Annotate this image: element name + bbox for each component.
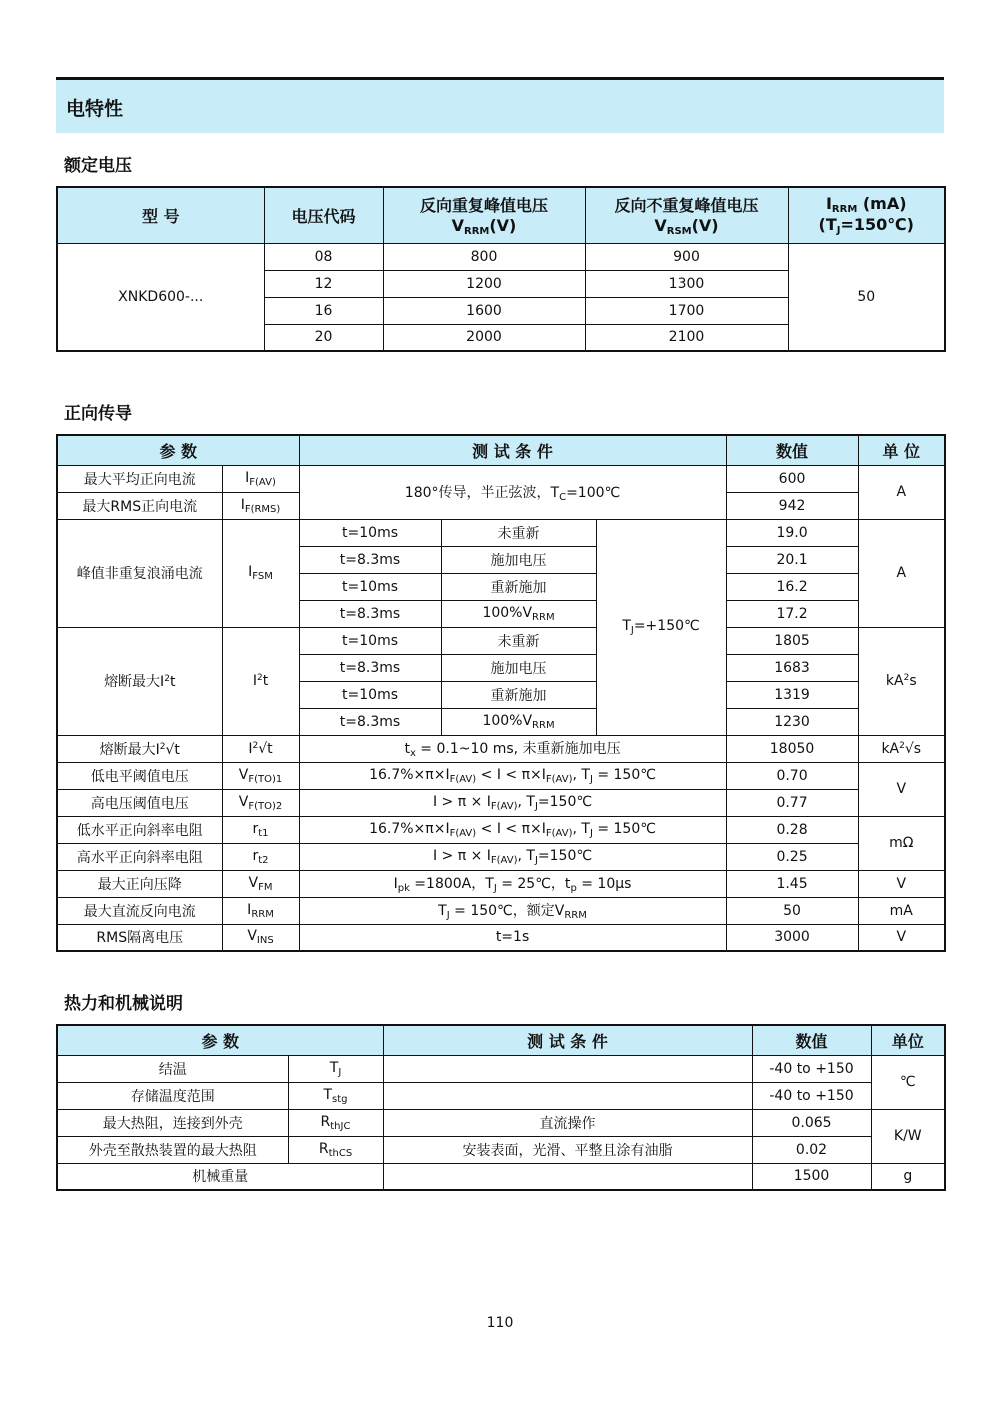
param-name: 熔断最大$I^2t$	[57, 627, 222, 735]
mode-condition: $100\%V_{RRM}$	[441, 708, 596, 735]
vrrm-cell: 800	[383, 243, 585, 270]
param-value: 0.77	[726, 789, 858, 816]
param-value: 942	[726, 492, 858, 519]
code-cell: 12	[264, 270, 383, 297]
header-vrsm-unit: (V)	[691, 216, 719, 236]
param-value: 16.2	[726, 573, 858, 600]
param-symbol: $T_{stg}$	[288, 1082, 383, 1109]
param-unit: A	[858, 519, 945, 627]
param-value: -40 to +150	[752, 1055, 871, 1082]
header-vrrm-line1: 反向重复峰值电压	[419, 196, 548, 216]
test-condition: 180°传导，半正弦波，$T_C=100℃$	[299, 465, 726, 519]
test-condition: $I > \pi \times I_{F(AV)}$, $T_J=150℃$	[299, 789, 726, 816]
tj-condition: $T_J=+150℃$	[596, 519, 726, 735]
test-condition: $I > \pi \times I_{F(AV)}$, $T_J=150℃$	[299, 843, 726, 870]
header-vrrm	[383, 187, 585, 243]
param-symbol: $I_{RRM}$	[222, 897, 299, 924]
mode-condition: 施加电压	[441, 654, 596, 681]
time-condition: t=8.3ms	[299, 708, 441, 735]
time-condition: t=10ms	[299, 627, 441, 654]
header-irrm-tj-a: (T	[818, 215, 837, 235]
time-condition: t=10ms	[299, 573, 441, 600]
param-value: 0.25	[726, 843, 858, 870]
param-name: RMS隔离电压	[57, 924, 222, 951]
param-value: 19.0	[726, 519, 858, 546]
param-value: 1500	[752, 1163, 871, 1190]
param-value: 18050	[726, 735, 858, 762]
param-value: 50	[726, 897, 858, 924]
test-condition: $I_{pk} =1800A$，$T_J$ = 25℃，$t_p = 10\mu s$	[299, 870, 726, 897]
param-name: 最大RMS正向电流	[57, 492, 222, 519]
test-condition: $t_x$ = 0.1~10 ms, 未重新施加电压	[299, 735, 726, 762]
param-name: 外壳至散热装置的最大热阻	[57, 1136, 288, 1163]
param-name: 机械重量	[57, 1163, 383, 1190]
model-cell: XNKD600-...	[57, 243, 264, 351]
param-unit: $kA^2√s$	[858, 735, 945, 762]
page-number: 110	[486, 1315, 514, 1331]
header-irrm-symbol: I	[825, 194, 832, 214]
param-value: -40 to +150	[752, 1082, 871, 1109]
header-model: 型 号	[57, 187, 264, 243]
time-condition: t=10ms	[299, 681, 441, 708]
vrrm-cell: 2000	[383, 324, 585, 351]
test-condition: 直流操作	[383, 1109, 752, 1136]
param-value: 1.45	[726, 870, 858, 897]
param-name: 低电平阈值电压	[57, 762, 222, 789]
param-value: 20.1	[726, 546, 858, 573]
time-condition: t=8.3ms	[299, 654, 441, 681]
header-vrsm-symbol: V	[654, 216, 667, 236]
header-condition: 测 试 条 件	[383, 1025, 752, 1055]
mode-condition: 未重新	[441, 627, 596, 654]
param-symbol: $V_{F(TO)1}$	[222, 762, 299, 789]
param-symbol: $R_{thCS}$	[288, 1136, 383, 1163]
param-unit: mA	[858, 897, 945, 924]
header-vrsm	[585, 187, 788, 243]
param-unit: mΩ	[858, 816, 945, 870]
param-name: 存储温度范围	[57, 1082, 288, 1109]
code-cell: 16	[264, 297, 383, 324]
time-condition: t=10ms	[299, 519, 441, 546]
param-unit: V	[858, 762, 945, 816]
param-value: 1805	[726, 627, 858, 654]
param-symbol: $I_{F(AV)}$	[222, 465, 299, 492]
section-header-bar	[56, 80, 944, 133]
param-value: 17.2	[726, 600, 858, 627]
header-vrsm-sub: RSM	[666, 226, 692, 238]
param-name: 高水平正向斜率电阻	[57, 843, 222, 870]
param-symbol: $T_J$	[288, 1055, 383, 1082]
vrsm-cell: 1700	[585, 297, 788, 324]
header-vrrm-unit: (V)	[489, 216, 517, 236]
param-value: 1230	[726, 708, 858, 735]
header-irrm	[788, 187, 945, 243]
vrrm-cell: 1200	[383, 270, 585, 297]
param-unit: V	[858, 924, 945, 951]
param-value: 0.28	[726, 816, 858, 843]
param-symbol: $V_{F(TO)2}$	[222, 789, 299, 816]
param-name: 峰值非重复浪涌电流	[57, 519, 222, 627]
test-condition: 安装表面，光滑、平整且涂有油脂	[383, 1136, 752, 1163]
mode-condition: 重新施加	[441, 573, 596, 600]
forward-table	[56, 434, 946, 952]
time-condition: t=8.3ms	[299, 546, 441, 573]
param-symbol: $I^2√t$	[222, 735, 299, 762]
thermal-table	[56, 1024, 946, 1191]
param-name: 最大平均正向电流	[57, 465, 222, 492]
header-irrm-sub: RRM	[831, 204, 858, 216]
param-unit: g	[871, 1163, 945, 1190]
param-name: 高电压阈值电压	[57, 789, 222, 816]
header-unit: 单 位	[858, 435, 945, 465]
vrsm-cell: 1300	[585, 270, 788, 297]
param-value: 600	[726, 465, 858, 492]
header-param: 参 数	[57, 435, 299, 465]
code-cell: 20	[264, 324, 383, 351]
header-value: 数值	[726, 435, 858, 465]
param-symbol: $I_{FSM}$	[222, 519, 299, 627]
param-name: 结温	[57, 1055, 288, 1082]
header-irrm-unit: (mA)	[857, 194, 907, 214]
rated-voltage-heading: 额定电压	[64, 156, 132, 176]
param-unit: V	[858, 870, 945, 897]
header-vrsm-line1: 反向不重复峰值电压	[614, 196, 759, 216]
param-symbol: $r_{t2}$	[222, 843, 299, 870]
header-vrrm-sub: RRM	[464, 226, 490, 238]
header-condition: 测 试 条 件	[299, 435, 726, 465]
param-name: 最大热阻，连接到外壳	[57, 1109, 288, 1136]
rated-voltage-table	[56, 186, 946, 352]
param-unit: ℃	[871, 1055, 945, 1109]
header-unit: 单位	[871, 1025, 945, 1055]
header-value: 数值	[752, 1025, 871, 1055]
forward-heading: 正向传导	[64, 404, 132, 424]
param-name: 最大直流反向电流	[57, 897, 222, 924]
param-unit: $kA^2s$	[858, 627, 945, 735]
param-name: 低水平正向斜率电阻	[57, 816, 222, 843]
time-condition: t=8.3ms	[299, 600, 441, 627]
header-param: 参 数	[57, 1025, 383, 1055]
test-condition	[383, 1055, 752, 1082]
header-voltage-code: 电压代码	[264, 187, 383, 243]
param-name: 最大正向压降	[57, 870, 222, 897]
header-vrrm-symbol: V	[451, 216, 464, 236]
header-irrm-tj-b: =150℃)	[840, 215, 914, 235]
param-symbol: $V_{INS}$	[222, 924, 299, 951]
test-condition: $16.7\%\times\pi\times I_{F(AV)} < I < \pi\times I_{F(AV)}$, $T_J$ = 150℃	[299, 762, 726, 789]
mode-condition: 重新施加	[441, 681, 596, 708]
param-unit: A	[858, 465, 945, 519]
param-symbol: $V_{FM}$	[222, 870, 299, 897]
param-value: 1319	[726, 681, 858, 708]
param-value: 3000	[726, 924, 858, 951]
test-condition: $T_J$ = 150℃，额定$V_{RRM}$	[299, 897, 726, 924]
mode-condition: $100\%V_{RRM}$	[441, 600, 596, 627]
param-symbol: $I^2t$	[222, 627, 299, 735]
param-symbol: $I_{F(RMS)}$	[222, 492, 299, 519]
header-irrm-tj-sub: J	[836, 225, 841, 237]
section-title: 电特性	[66, 98, 124, 120]
param-value: 1683	[726, 654, 858, 681]
vrsm-cell: 900	[585, 243, 788, 270]
test-condition: $16.7\%\times\pi\times I_{F(AV)} < I < \pi\times I_{F(AV)}$, $T_J$ = 150℃	[299, 816, 726, 843]
vrsm-cell: 2100	[585, 324, 788, 351]
param-value: 0.70	[726, 762, 858, 789]
thermal-heading: 热力和机械说明	[64, 994, 183, 1014]
param-symbol: $r_{t1}$	[222, 816, 299, 843]
test-condition	[383, 1163, 752, 1190]
param-symbol: $R_{thJC}$	[288, 1109, 383, 1136]
mode-condition: 施加电压	[441, 546, 596, 573]
irrm-cell: 50	[788, 243, 945, 351]
param-value: 0.065	[752, 1109, 871, 1136]
code-cell: 08	[264, 243, 383, 270]
test-condition: t=1s	[299, 924, 726, 951]
param-value: 0.02	[752, 1136, 871, 1163]
param-name: 熔断最大$I^2√t$	[57, 735, 222, 762]
param-unit: K/W	[871, 1109, 945, 1163]
vrrm-cell: 1600	[383, 297, 585, 324]
mode-condition: 未重新	[441, 519, 596, 546]
test-condition	[383, 1082, 752, 1109]
